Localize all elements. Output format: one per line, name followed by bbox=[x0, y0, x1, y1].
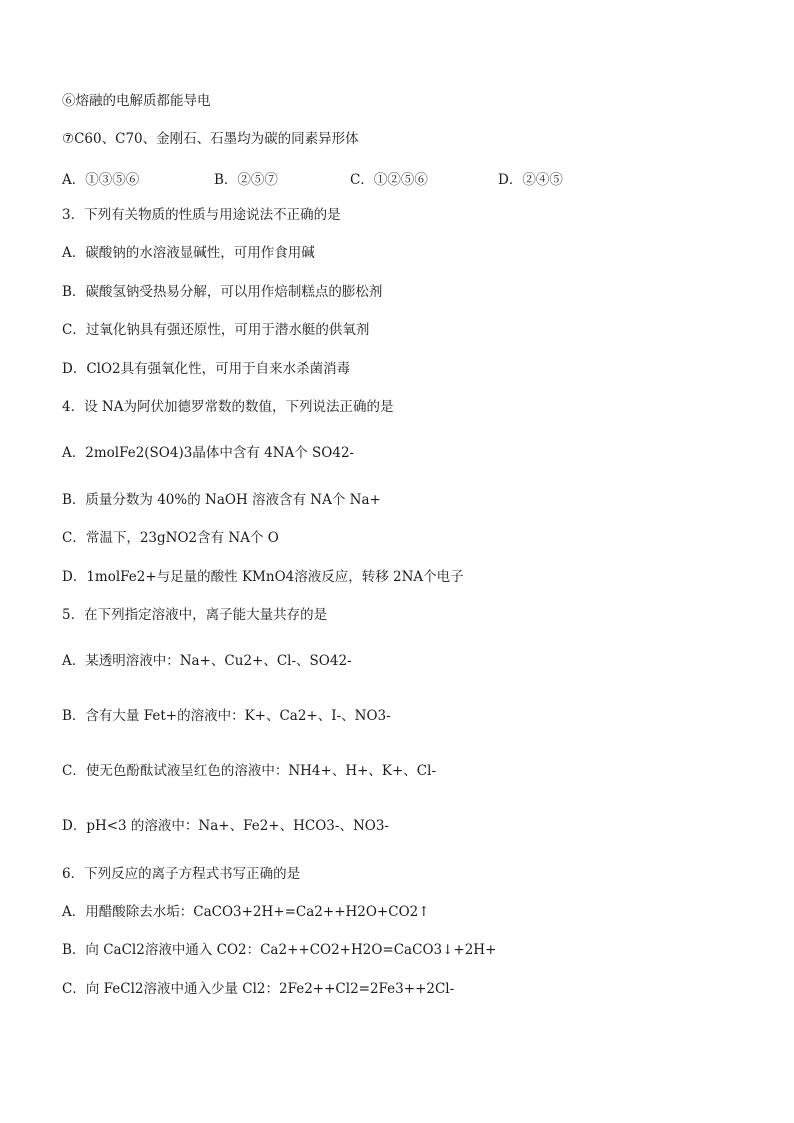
question-5-option-d: D．pH<3 的溶液中：Na+、Fe2+、HCO3-、NO3- bbox=[62, 818, 389, 834]
question-6-stem: 6．下列反应的离子方程式书写正确的是 bbox=[62, 866, 301, 882]
option-d: D．②④⑤ bbox=[498, 172, 563, 188]
question-4-option-a: A．2molFe2(SO4)3晶体中含有 4NA个 SO42- bbox=[62, 445, 355, 461]
option-a: A．①③⑤⑥ bbox=[62, 172, 140, 188]
question-6-option-c: C．向 FeCl2溶液中通入少量 Cl2：2Fe2++Cl2=2Fe3++2Cl- bbox=[62, 981, 455, 997]
question-4-option-c: C．常温下，23gNO2含有 NA个 O bbox=[62, 530, 279, 546]
question-3-option-c: C．过氧化钠具有强还原性，可用于潜水艇的供氧剂 bbox=[62, 322, 370, 338]
option-c: C．①②⑤⑥ bbox=[350, 172, 428, 188]
question-3-option-a: A．碳酸钠的水溶液显碱性，可用作食用碱 bbox=[62, 245, 315, 261]
question-5-option-b: B．含有大量 Fet+的溶液中：K+、Ca2+、I-、NO3- bbox=[62, 708, 391, 724]
question-3-stem: 3．下列有关物质的性质与用途说法不正确的是 bbox=[62, 207, 341, 223]
question-6-option-b: B．向 CaCl2溶液中通入 CO2：Ca2++CO2+H2O=CaCO3↓+2H+ bbox=[62, 942, 497, 958]
question-4-option-b: B．质量分数为 40%的 NaOH 溶液含有 NA个 Na+ bbox=[62, 492, 381, 508]
question-5-stem: 5．在下列指定溶液中，离子能大量共存的是 bbox=[62, 607, 328, 623]
statement-7: ⑦C60、C70、金刚石、石墨均为碳的同素异形体 bbox=[62, 131, 359, 147]
question-5-option-a: A．某透明溶液中：Na+、Cu2+、Cl-、SO42- bbox=[62, 653, 352, 669]
question-6-option-a: A．用醋酸除去水垢：CaCO3+2H+=Ca2++H2O+CO2↑ bbox=[62, 904, 430, 920]
statement-6: ⑥熔融的电解质都能导电 bbox=[62, 93, 211, 109]
question-2-options bbox=[62, 168, 702, 186]
question-4-option-d: D．1molFe2+与足量的酸性 KMnO4溶液反应，转移 2NA个电子 bbox=[62, 569, 464, 585]
question-3-option-d: D．ClO2具有强氧化性，可用于自来水杀菌消毒 bbox=[62, 361, 351, 377]
question-5-option-c: C．使无色酚酞试液呈红色的溶液中：NH4+、H+、K+、Cl- bbox=[62, 763, 437, 779]
question-3-option-b: B．碳酸氢钠受热易分解，可以用作焙制糕点的膨松剂 bbox=[62, 284, 383, 300]
question-4-stem: 4．设 NA为阿伏加德罗常数的数值，下列说法正确的是 bbox=[62, 399, 394, 415]
option-b: B．②⑤⑦ bbox=[214, 172, 278, 188]
